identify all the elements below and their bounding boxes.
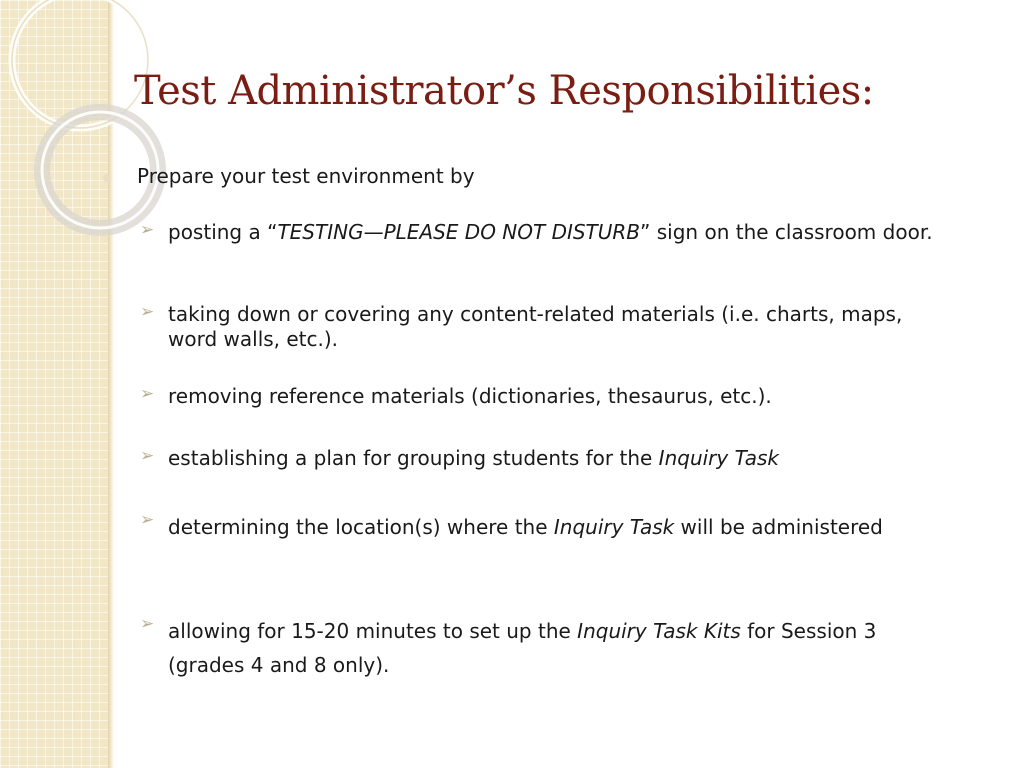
list-item-text: determining the location(s) where the Inquiry Task will be administered (168, 515, 883, 539)
arrow-bullet-icon: ➢ (140, 302, 155, 322)
list-item (140, 384, 950, 409)
list-item (140, 510, 950, 544)
slide-title: Test Administrator’s Responsibilities: (134, 68, 874, 114)
list-item-text: establishing a plan for grouping students for the Inquiry Task (168, 446, 779, 470)
list-item-text: allowing for 15-20 minutes to set up the Inquiry Task Kits for Session 3 (grades 4 and 8 only). (168, 619, 877, 677)
list-item (140, 614, 950, 682)
list-item (140, 446, 950, 471)
list-item-text: removing reference materials (dictionaries, thesaurus, etc.). (168, 384, 772, 408)
arrow-bullet-icon: ➢ (140, 510, 155, 530)
arrow-bullet-icon: ➢ (140, 446, 155, 466)
bullet-dot-icon (103, 174, 111, 182)
list-item-text: taking down or covering any content-related materials (i.e. charts, maps, word walls, etc.). (168, 302, 903, 351)
arrow-bullet-icon: ➢ (140, 614, 155, 634)
intro-text: Prepare your test environment by (137, 164, 475, 188)
arrow-bullet-icon: ➢ (140, 220, 155, 240)
arrow-bullet-icon: ➢ (140, 384, 155, 404)
list-item (140, 302, 950, 352)
list-item-text: posting a “TESTING—PLEASE DO NOT DISTURB” sign on the classroom door. (168, 220, 933, 244)
list-item (140, 220, 950, 245)
